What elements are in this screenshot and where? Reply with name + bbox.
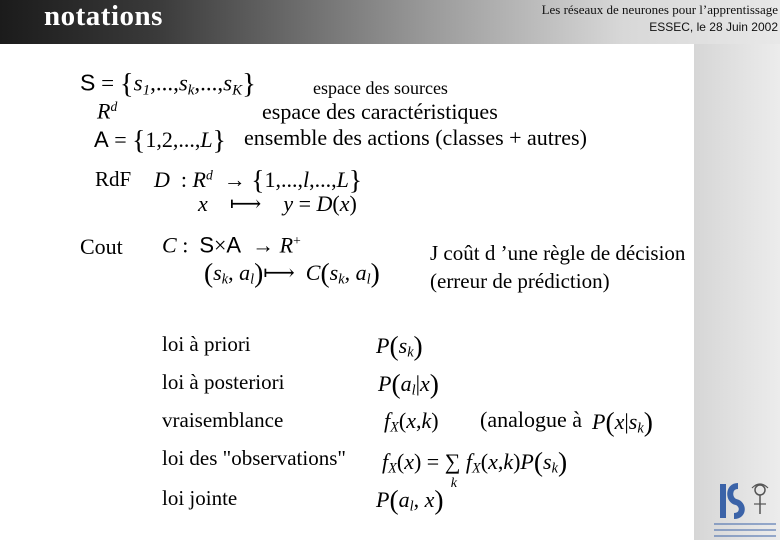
cost-label: Cout bbox=[80, 234, 123, 259]
page-title: notations bbox=[44, 0, 163, 32]
observations-formula: $f_X(x)$ = ∑ k $f_X(x,k)P(s_k)$ bbox=[382, 446, 568, 491]
sources-label: espace des sources bbox=[313, 78, 448, 98]
likelihood-analogue-formula: $P(x|s_k)$ bbox=[592, 406, 653, 437]
features-label: espace des caractéristiques bbox=[262, 99, 498, 124]
event-date: ESSEC, le 28 Juin 2002 bbox=[649, 20, 778, 34]
likelihood-formula: $f_X(x,k)$ bbox=[384, 408, 439, 436]
decision-rule-mapping: x ⟼ y = D(x) bbox=[198, 191, 357, 216]
observations-label: loi des "observations" bbox=[162, 446, 346, 470]
actions-set-formula: A = {1,2,...,L} bbox=[94, 124, 226, 155]
likelihood-label: vraisemblance bbox=[162, 408, 284, 432]
course-title: Les réseaux de neurones pour l’apprentissage bbox=[541, 2, 778, 17]
rdf-label: RdF bbox=[95, 167, 132, 191]
lab-logo bbox=[712, 478, 778, 540]
cost-description-line2: (erreur de prédiction) bbox=[430, 269, 610, 293]
posterior-label: loi à posteriori bbox=[162, 370, 285, 394]
cost-description-line1: J coût d ’une règle de décision bbox=[430, 241, 686, 265]
right-side-band bbox=[694, 44, 780, 540]
prior-label: loi à priori bbox=[162, 332, 251, 356]
likelihood-note: (analogue à bbox=[480, 407, 582, 432]
feature-space-formula: $R^d$ bbox=[97, 98, 118, 124]
posterior-formula: $P(a_l|x)$ bbox=[378, 368, 439, 399]
joint-label: loi jointe bbox=[162, 486, 238, 510]
header-bar bbox=[0, 0, 780, 44]
prior-formula: $P(s_k)$ bbox=[376, 330, 423, 361]
cost-function-mapping: ($s_k$, $a_l)⟼$ $C(s_k$, $a_l$) bbox=[204, 257, 380, 288]
sources-set-formula: $S = \{s_1,...,s_k,...,s_K\}$ bbox=[80, 68, 256, 100]
cost-function-formula: C : S×A → R+ bbox=[162, 232, 301, 258]
decision-rule-formula: D : $R^d \to \{1,...,l,...,L\}$ bbox=[154, 164, 363, 195]
actions-label: ensemble des actions (classes + autres) bbox=[244, 125, 587, 150]
joint-formula: $P(a_l$, x) bbox=[376, 484, 444, 515]
